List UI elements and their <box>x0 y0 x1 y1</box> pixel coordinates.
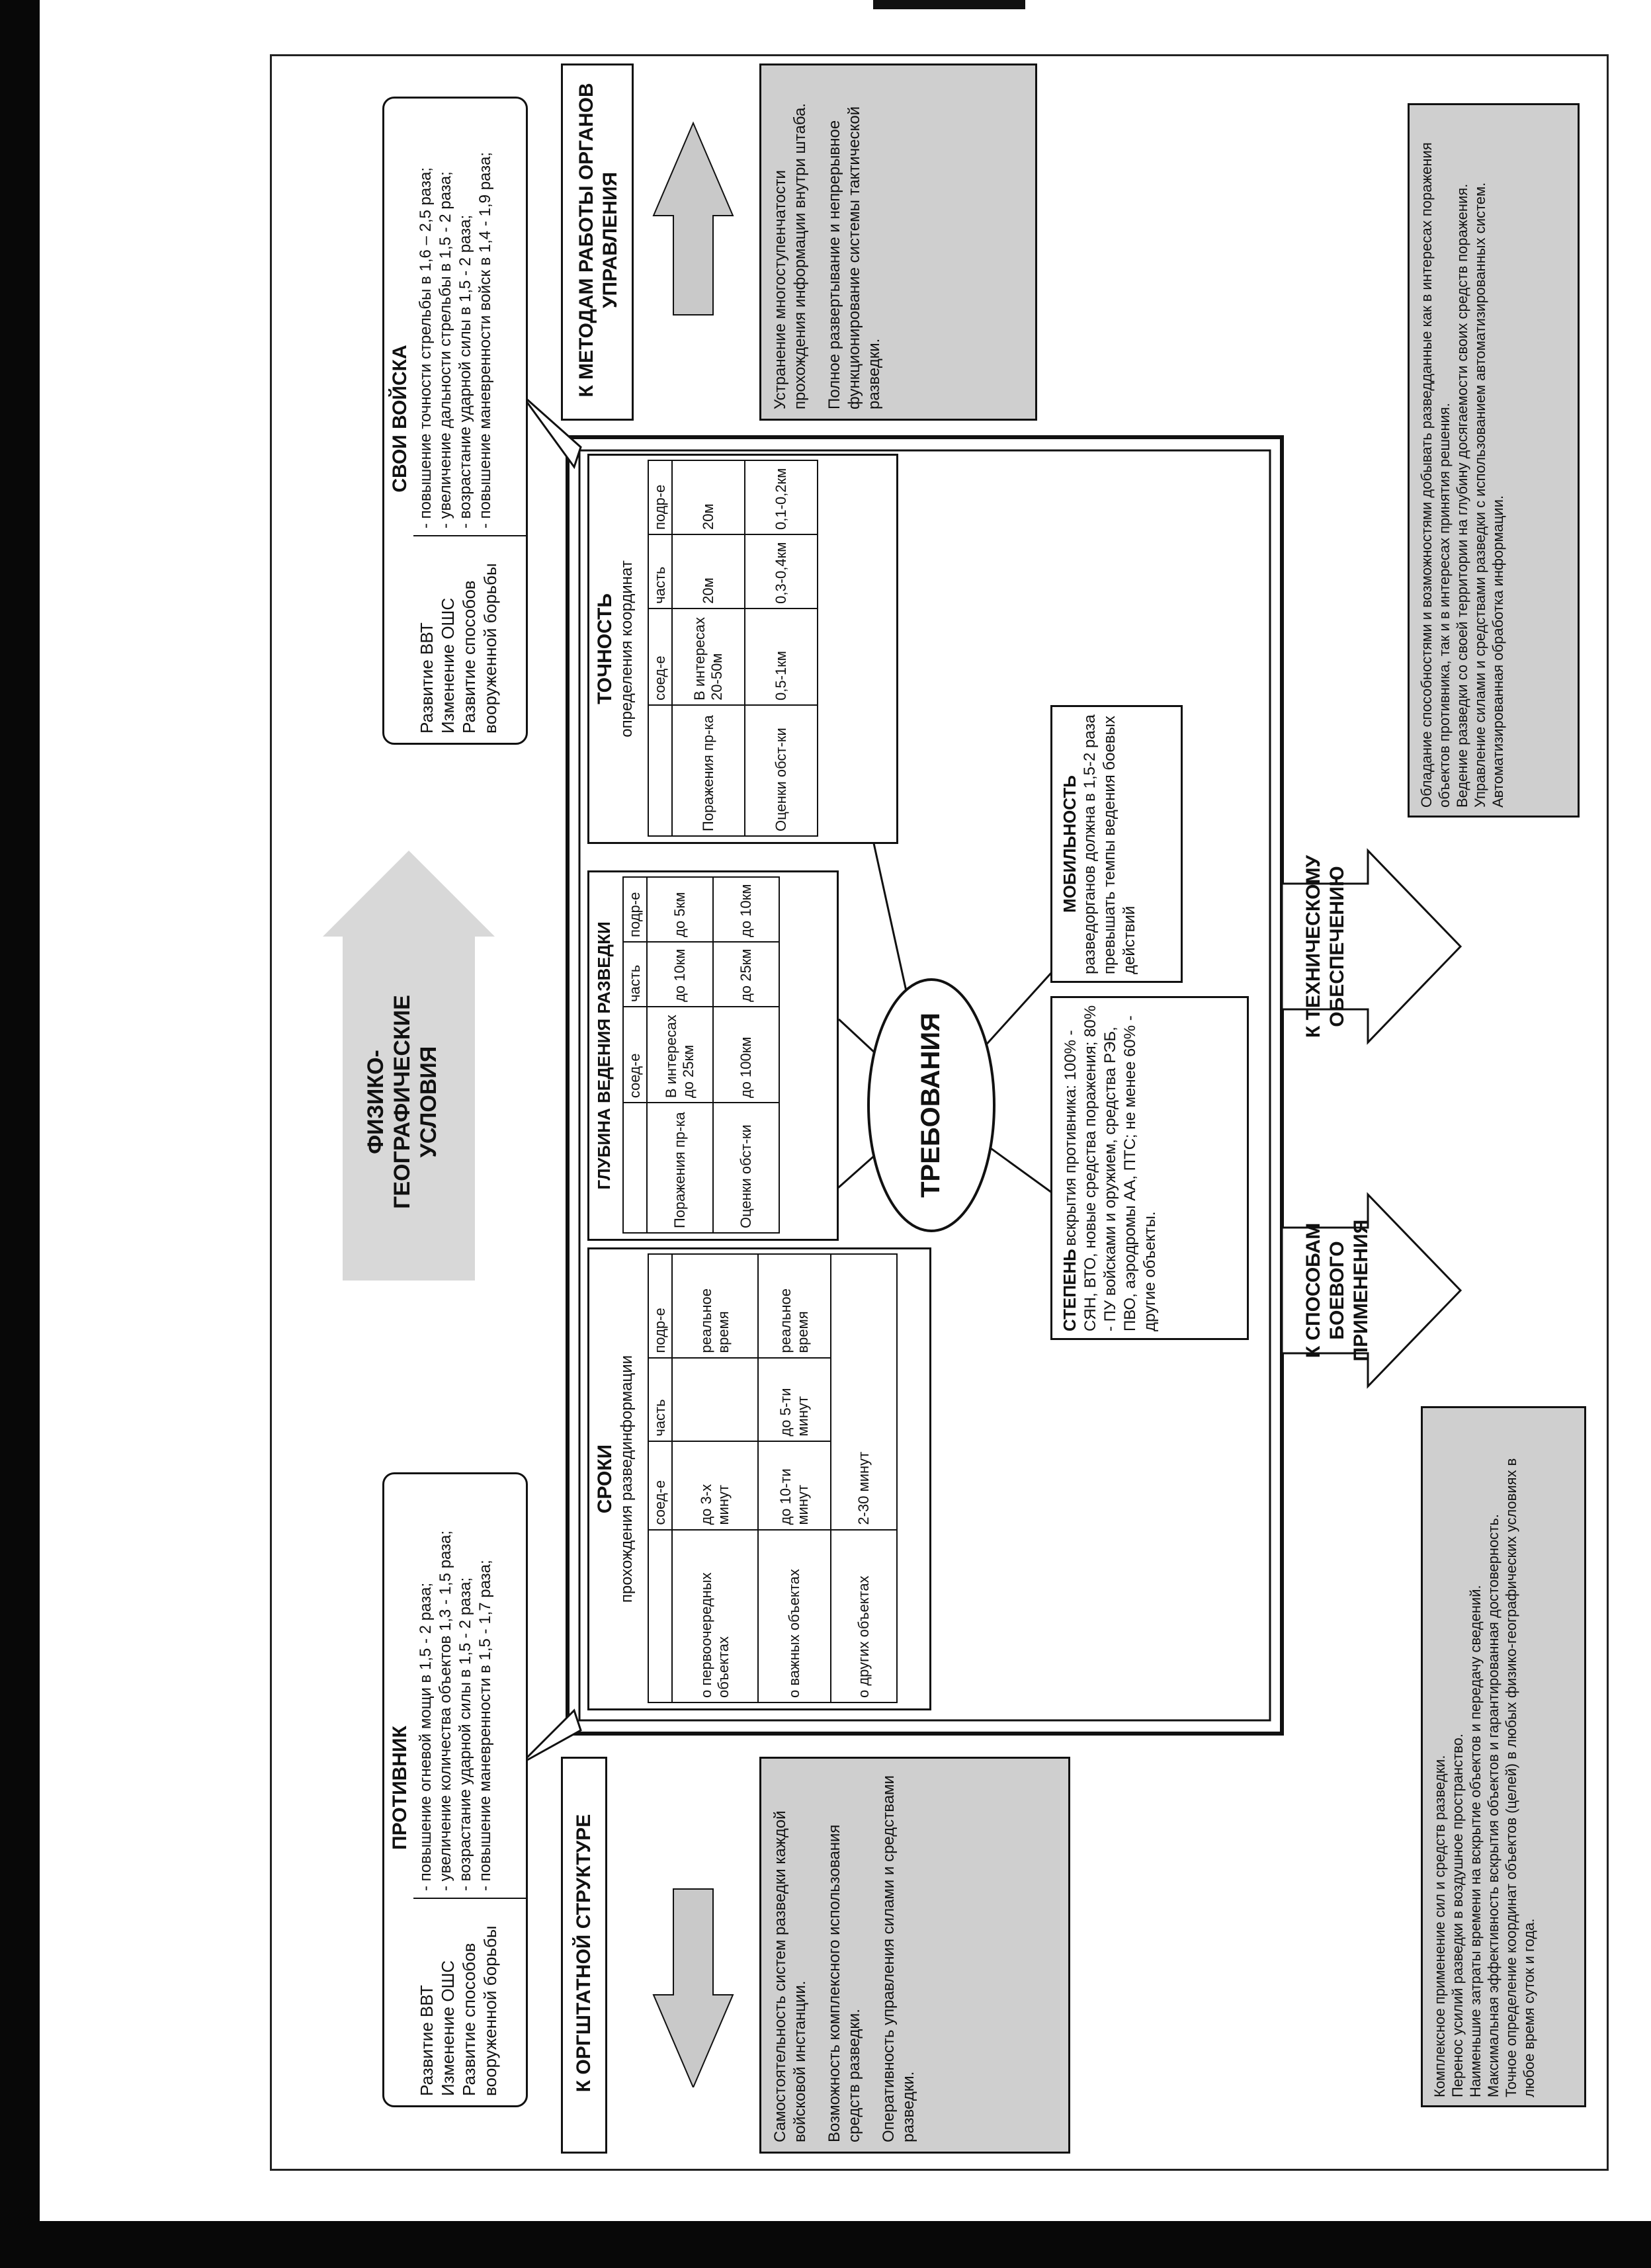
terms-subtitle: прохождения развединформации <box>618 1355 636 1603</box>
terms-title: СРОКИ <box>594 1444 616 1514</box>
table-cell: до 10-ти минут <box>758 1441 831 1530</box>
table-cell: 0,5-1км <box>745 609 818 705</box>
to-methods-list <box>759 63 1037 421</box>
own-block <box>382 97 528 745</box>
to-methods-item: Устранение многоступенчатости прохождения информации внутри штаба. <box>771 103 809 409</box>
table-cell: 0,3-0,4км <box>745 534 818 609</box>
accuracy-value: 20-50м <box>708 653 725 700</box>
to-combat-item: Максимальная эффективность вскрытия объектов и гарантированная достоверность. <box>1485 1514 1502 2097</box>
own-title: СВОИ ВОЙСКА <box>389 345 411 493</box>
arrow-to-methods <box>654 123 733 315</box>
depth-title: ГЛУБИНА ВЕДЕНИЯ РАЗВЕДКИ <box>594 921 614 1190</box>
table-row <box>623 877 647 1233</box>
table-cell: подр-е <box>623 877 647 942</box>
own-effects <box>416 99 495 528</box>
table-cell: до 5км <box>647 877 713 942</box>
to-org-item: Возможность комплексного использования средств разведки. <box>826 1824 863 2142</box>
table-cell: подр-е <box>648 460 672 534</box>
table-cell: до 25км <box>713 942 779 1007</box>
own-factor: Развитие способов вооруженной борьбы <box>459 563 500 734</box>
enemy-factor: Развитие способов вооруженной борьбы <box>459 1925 500 2096</box>
table-cell: соед-е <box>623 1007 647 1103</box>
depth-value: до 25км <box>680 1044 697 1099</box>
enemy-divider <box>413 1898 526 1899</box>
table-cell: соед-е <box>648 1441 672 1530</box>
to-tech-list <box>1408 103 1580 818</box>
table-cell <box>648 705 672 836</box>
tech-arrow-label: К ТЕХНИЧЕСКОМУ ОБЕСПЕЧЕНИЮ <box>1302 855 1348 1038</box>
geo-label: ФИЗИКО-ГЕОГРАФИЧЕСКИЕ УСЛОВИЯ <box>363 995 441 1209</box>
to-org-list <box>759 1757 1070 2154</box>
accuracy-title: ТОЧНОСТЬ <box>594 593 616 704</box>
to-combat-item: Точное определение координат объектов (целей) в любых физико-географических условиях в любое время суток и года. <box>1503 1458 1537 2097</box>
to-org-item: Самостоятельность систем разведки каждой войсковой инстанции. <box>771 1810 809 2142</box>
enemy-factors <box>416 1904 501 2096</box>
mobility-text: разведорганов должна в 1,5-2 раза превышать темпы ведения боевых действий <box>1081 714 1138 974</box>
enemy-effects <box>416 1474 495 1891</box>
own-effect: - возрастание ударной силы в 1,5 - 2 раза; <box>456 214 474 528</box>
own-factors <box>416 542 501 734</box>
table-cell: до 10км <box>647 942 713 1007</box>
to-tech-item: Ведение разведки со своей территории на глубину досягаемости своих средств поражения. <box>1454 183 1470 808</box>
table-cell: до 100км <box>713 1007 779 1103</box>
own-effect: - повышение маневренности войск в 1,4 - 1,9 раза; <box>476 151 494 528</box>
scan-mark-top <box>873 0 1025 9</box>
scan-edge-bottom <box>0 2221 1651 2268</box>
enemy-effect: - возрастание ударной силы в 1,5 - 2 раза; <box>456 1577 474 1891</box>
rotated-sheet <box>270 54 1605 2167</box>
combat-arrow-label: К СПОСОБАМ БОЕВОГО ПРИМЕНЕНИЯ <box>1302 1219 1372 1362</box>
accuracy-subtitle: определения координат <box>618 560 636 737</box>
to-combat-item: Комплексное применение сил и средств разведки. <box>1431 1755 1448 2097</box>
own-divider <box>413 535 526 536</box>
table-row <box>648 460 672 836</box>
table-row <box>758 1254 831 1702</box>
table-cell: часть <box>623 942 647 1007</box>
table-cell <box>648 1530 672 1702</box>
scan-edge-left <box>0 0 40 2268</box>
degree-block <box>1050 996 1249 1340</box>
own-factor: Изменение ОШС <box>438 597 458 734</box>
table-row <box>647 877 713 1233</box>
table-cell: о важных объектах <box>758 1530 831 1702</box>
enemy-title: ПРОТИВНИК <box>389 1726 411 1850</box>
to-combat-list <box>1421 1406 1586 2107</box>
table-cell: Оценки обст-ки <box>713 1103 779 1233</box>
table-cell: о других объектах <box>831 1530 897 1702</box>
table-cell: 2-30 минут <box>831 1254 897 1530</box>
table-row <box>831 1254 897 1702</box>
table-row <box>672 1254 758 1702</box>
table-cell: до 10км <box>713 877 779 942</box>
requirements-label: ТРЕБОВАНИЯ <box>916 1013 945 1198</box>
arrow-to-org <box>654 1889 733 2087</box>
mobility-title: МОБИЛЬНОСТЬ <box>1060 775 1080 913</box>
own-effect: - повышение точности стрельбы в 1,6 – 2,5 раза; <box>417 167 435 528</box>
table-cell <box>647 1007 713 1103</box>
table-cell: 0,1-0,2км <box>745 460 818 534</box>
table-row <box>745 460 818 836</box>
table-cell: подр-е <box>648 1254 672 1358</box>
table-cell: часть <box>648 1358 672 1441</box>
to-combat-item: Наименьшие затраты времени на вскрытие объектов и передачу сведений. <box>1467 1585 1484 2097</box>
table-row <box>672 460 745 836</box>
table-cell: часть <box>648 534 672 609</box>
to-methods-title: К МЕТОДАМ РАБОТЫ ОРГАНОВ УПРАВЛЕНИЯ <box>575 83 621 398</box>
table-cell: 20м <box>672 460 745 534</box>
enemy-effect: - увеличение количества объектов 1,3 - 1,5 раза; <box>437 1530 454 1891</box>
table-cell: реальное время <box>672 1254 758 1358</box>
table-row <box>648 1254 672 1702</box>
to-org-item: Оперативность управления силами и средствами разведки. <box>880 1775 917 2142</box>
to-methods-item: Полное развертывание и непрерывное функционирование системы тактической разведки. <box>826 106 883 409</box>
to-org-title: К ОРГШТАТНОЙ СТРУКТУРЕ <box>573 1814 595 2093</box>
table-cell: соед-е <box>648 609 672 705</box>
enemy-effect: - повышение маневренности в 1,5 - 1,7 раза; <box>476 1560 494 1891</box>
accuracy-note: В интересах <box>691 616 708 700</box>
table-cell: Поражения пр-ка <box>647 1103 713 1233</box>
diagram-canvas <box>270 54 1605 2167</box>
enemy-block <box>382 1472 528 2107</box>
mobility-block <box>1050 705 1183 983</box>
degree-title: СТЕПЕНЬ <box>1060 1249 1080 1331</box>
depth-note: В интересах <box>663 1015 679 1099</box>
depth-block <box>587 870 839 1241</box>
table-cell: реальное время <box>758 1254 831 1358</box>
table-cell: до 5-ти минут <box>758 1358 831 1441</box>
to-combat-item: Перенос усилий разведки в воздушное пространство. <box>1449 1734 1466 2097</box>
degree-text: вскрытия противника: 100% - СЯН, ВТО, новые средства поражения; 80% - ПУ войсками и оружием, средства РЭБ, ПВО, аэродромы АА, ПТС; не менее 60% - другие объекты. <box>1062 1005 1159 1331</box>
terms-table <box>648 1253 898 1703</box>
to-tech-item: Управление силами и средствами разведки с использованием автоматизированных систем. <box>1472 182 1488 808</box>
accuracy-block <box>587 454 898 844</box>
depth-table <box>622 876 780 1234</box>
to-tech-item: Обладание способностями и возможностями добывать разведданные как в интересах поражения объектов противника, так и в интересах принятия решения. <box>1418 142 1453 808</box>
own-factor: Развитие ВВТ <box>417 622 437 734</box>
table-cell: о первоочередных объектах <box>672 1530 758 1702</box>
table-cell <box>672 609 745 705</box>
table-cell <box>623 1103 647 1233</box>
enemy-factor: Изменение ОШС <box>438 1960 458 2096</box>
terms-block <box>587 1247 931 1710</box>
table-cell: Поражения пр-ка <box>672 705 745 836</box>
to-methods-header <box>561 63 634 421</box>
table-row <box>713 877 779 1233</box>
table-cell <box>672 1358 758 1441</box>
to-org-spacer <box>614 2087 759 2154</box>
enemy-effect: - повышение огневой мощи в 1,5 - 2 раза; <box>417 1582 435 1891</box>
own-effect: - увеличение дальности стрельбы в 1,5 - 2 раза; <box>437 171 454 528</box>
enemy-factor: Развитие ВВТ <box>417 1985 437 2096</box>
accuracy-table <box>648 460 818 837</box>
table-cell: Оценки обст-ки <box>745 705 818 836</box>
to-tech-item: Автоматизированная обработка информации. <box>1490 495 1506 808</box>
table-cell: до 3-х минут <box>672 1441 758 1530</box>
to-org-header <box>561 1757 607 2154</box>
table-cell: 20м <box>672 534 745 609</box>
